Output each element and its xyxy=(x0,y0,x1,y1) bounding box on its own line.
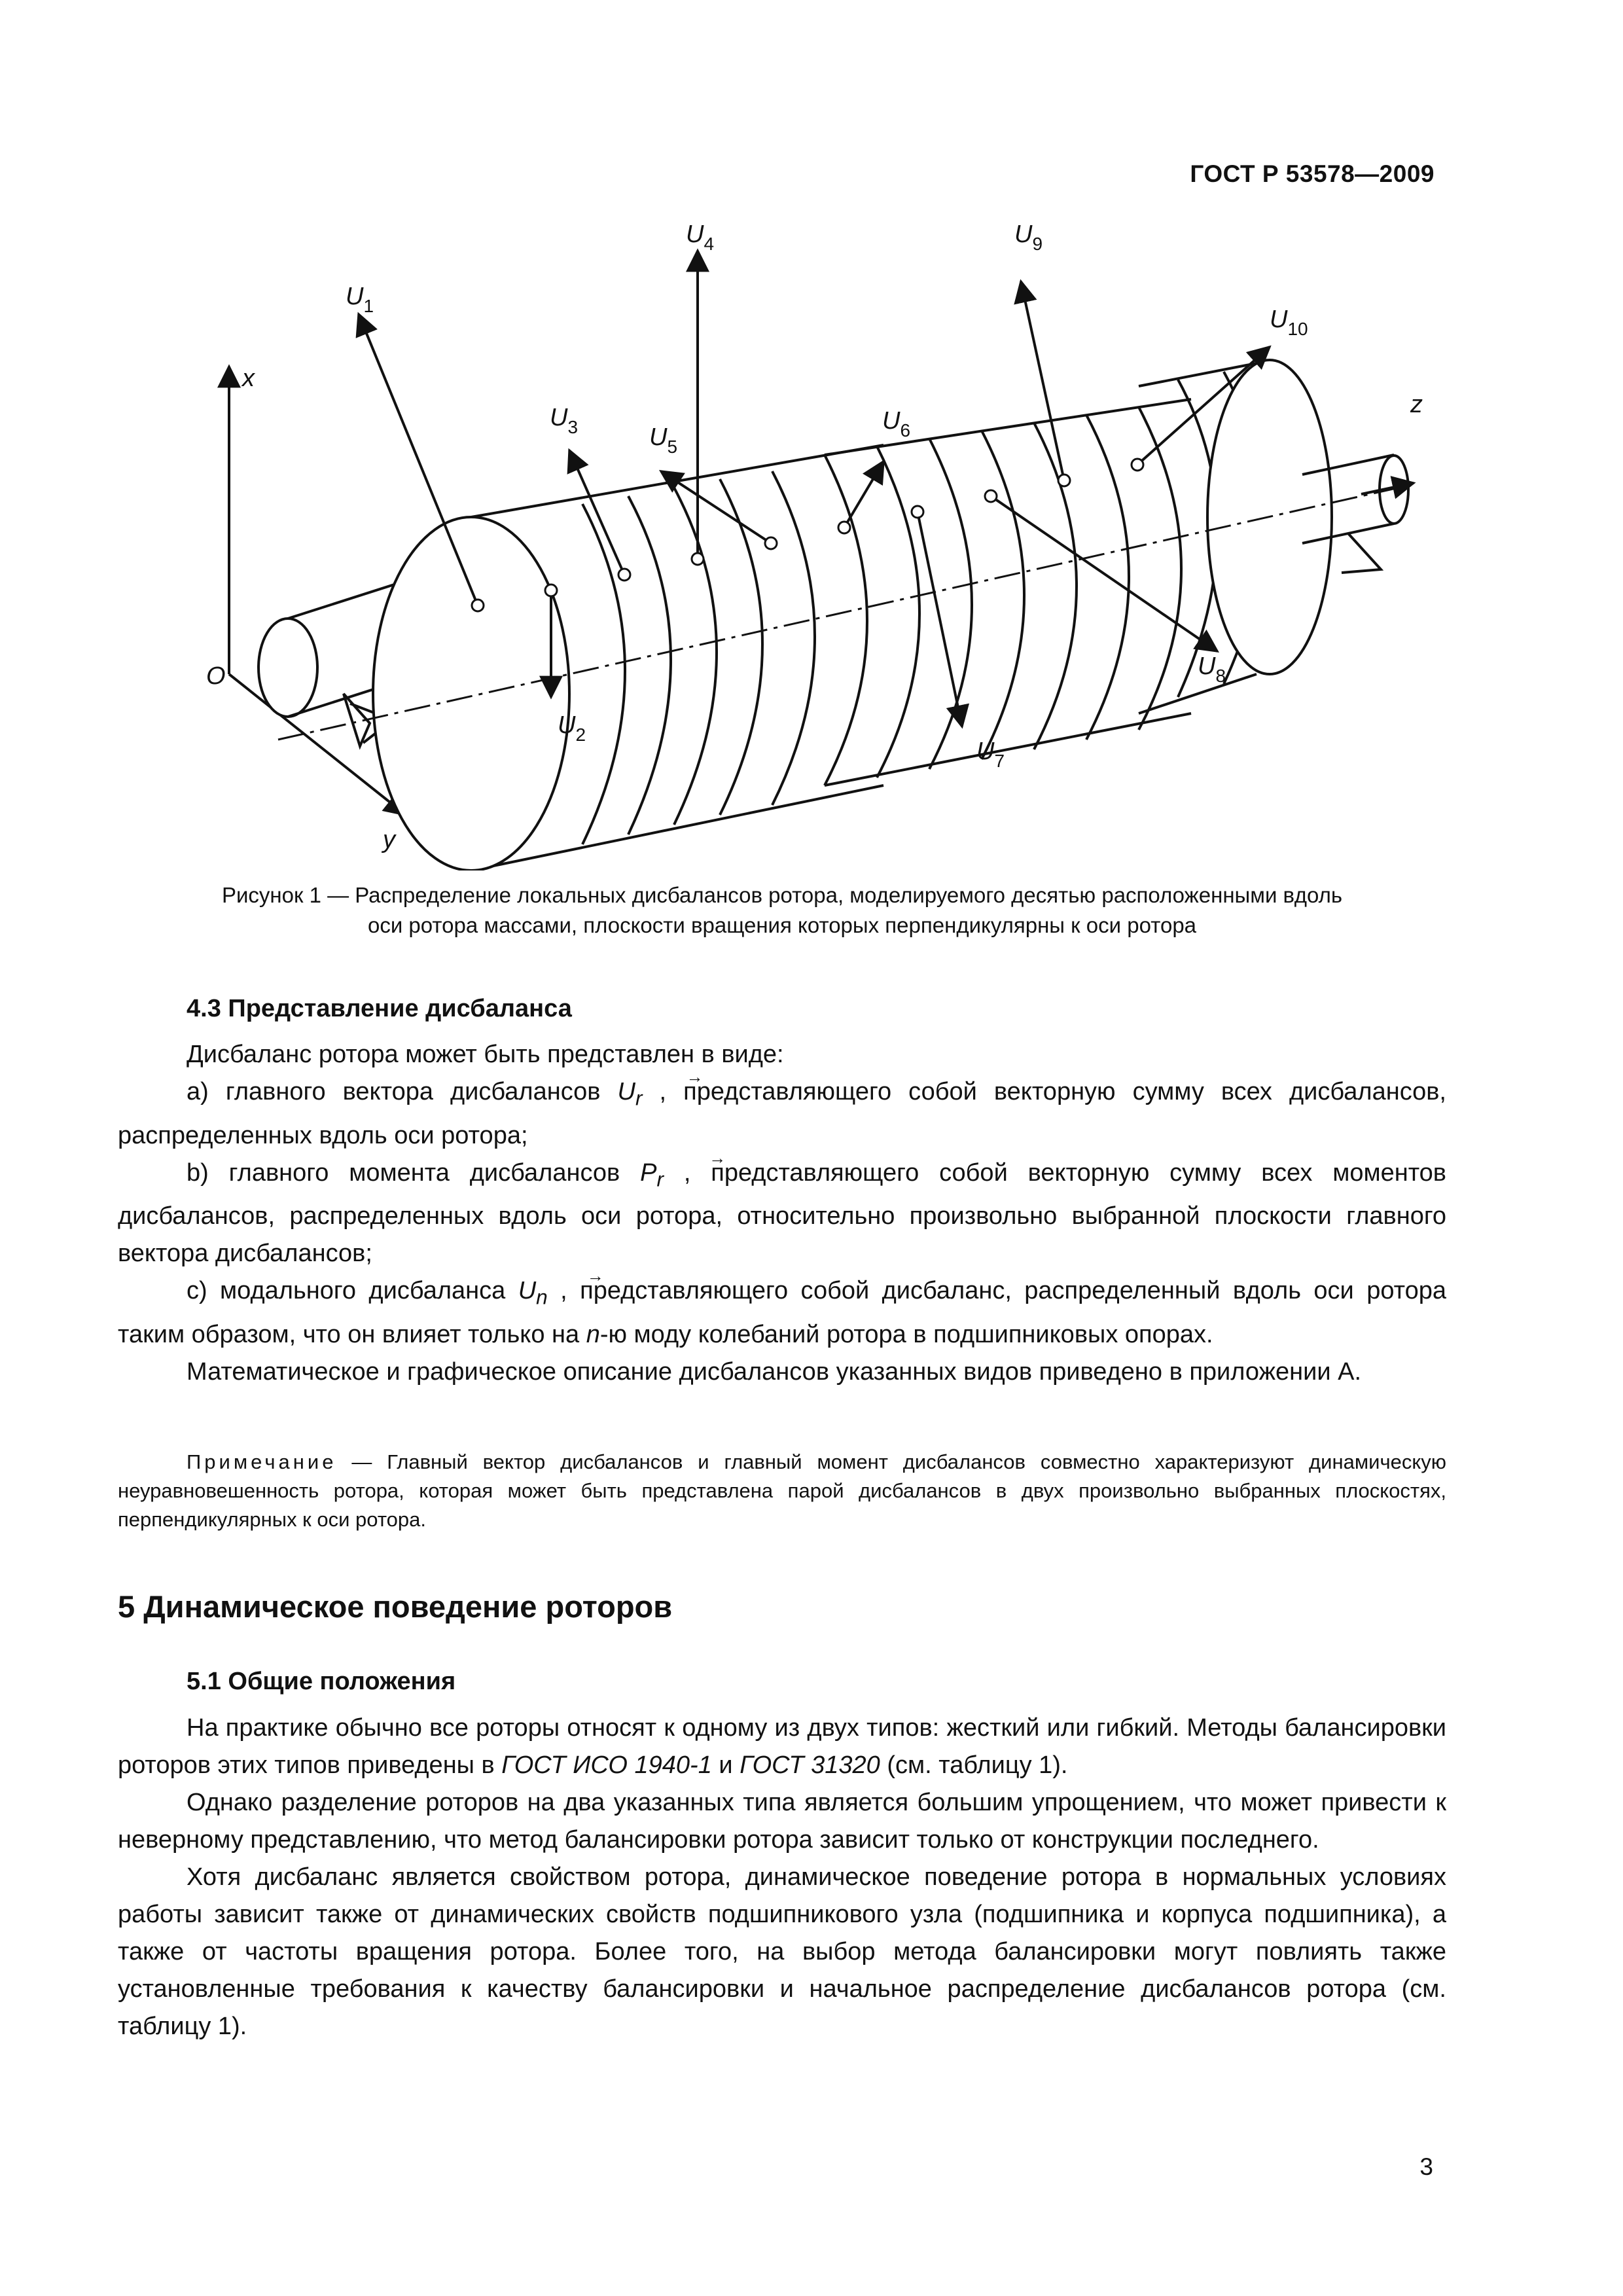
note-block xyxy=(118,1448,1446,1534)
reference-gost-31320: ГОСТ 31320 xyxy=(740,1751,880,1779)
z-axis-label: z xyxy=(1410,391,1423,418)
figure-caption xyxy=(118,880,1446,941)
vector-label-u9: $U_9$ xyxy=(1014,221,1043,254)
item-c xyxy=(118,1272,1446,1354)
section-4-3-intro: Дисбаланс ротора может быть представлен в виде: xyxy=(187,1041,784,1068)
section-5-1-p1 xyxy=(118,1710,1446,1784)
rotor-discs-left xyxy=(373,445,883,870)
section-5-heading: 5 Динамическое поведение роторов xyxy=(118,1589,673,1624)
section-4-3-closing: Математическое и графическое описание дисбалансов указанных видов приведено в приложении А. xyxy=(187,1357,1362,1386)
vector-label-u2: $U_2$ xyxy=(558,711,586,745)
section-4-3-heading: 4.3 Представление дисбаланса xyxy=(187,995,572,1022)
vector-label-u8: $U_8$ xyxy=(1198,653,1226,686)
vector-label-u6: $U_6$ xyxy=(882,407,911,440)
figure-caption-line-1: Рисунок 1 — Распределение локальных дисбалансов ротора, моделируемого десятью расположенными вдоль xyxy=(221,883,1343,907)
x-axis-label: x xyxy=(242,365,255,392)
note-label: Примечание xyxy=(187,1450,337,1473)
item-b-text-end: , представляющего собой векторную сумму всех моментов дисбалансов, распределенных вдоль оси ротора, относительно произвольно выбранной плоскости главного вектора дисбалансов; xyxy=(118,1158,1446,1268)
item-c-subscript: n xyxy=(536,1285,548,1309)
item-a-symbol: U xyxy=(617,1078,635,1105)
item-b-subscript: r xyxy=(656,1167,664,1191)
page-number: 3 xyxy=(1419,2153,1433,2180)
section-4-3-body xyxy=(118,1036,1446,1391)
section-5-1-body xyxy=(118,1710,1446,2045)
item-c-text-end: -ю моду колебаний ротора в подшипниковых опорах. xyxy=(599,1320,1213,1348)
item-b xyxy=(118,1155,1446,1273)
item-c-symbol: U xyxy=(518,1277,537,1305)
left-shaft-end xyxy=(259,619,317,717)
origin-label: O xyxy=(206,662,226,690)
vector-label-u5: $U_5$ xyxy=(649,423,678,457)
section-5-1-heading: 5.1 Общие положения xyxy=(187,1668,456,1695)
rotor-unbalance-figure xyxy=(196,216,1427,870)
item-a-text: a) главного вектора дисбалансов xyxy=(187,1078,618,1105)
vector-label-u4: $U_4$ xyxy=(686,221,715,254)
y-axis-label: y xyxy=(383,826,395,853)
item-b-symbol: P xyxy=(640,1158,657,1187)
vector-pr xyxy=(640,1158,664,1191)
section-5-1-p3: Хотя дисбаланс является свойством ротора, динамическое поведение ротора в нормальных условиях работы зависит также от динамических свойств подшипникового узла (подшипника и корпуса подшипника), а также от частоты вращения ротора. Более того, на выбор метода балансировки могут повлиять также установленные требования к качеству балансировки и начальное распределение дисбалансов ротора (см. таблицу 1). xyxy=(118,1863,1446,2040)
vector-ur xyxy=(617,1078,643,1110)
vector-label-u1: $U_1$ xyxy=(346,283,374,316)
p1-text: На практике обычно все роторы относят к одному из двух типов: жесткий или гибкий. Методы балансировки роторов этих типов приведены в xyxy=(118,1714,1446,1779)
vector-un xyxy=(518,1277,548,1309)
figure-caption-line-2: оси ротора массами, плоскости вращения которых перпендикулярны к оси ротора xyxy=(367,913,1197,937)
vector-label-u3: $U_3$ xyxy=(550,404,579,437)
item-c-text: c) модального дисбаланса xyxy=(187,1277,518,1305)
item-a xyxy=(118,1073,1446,1155)
item-b-text: b) главного момента дисбалансов xyxy=(187,1158,641,1187)
item-a-subscript: r xyxy=(635,1086,643,1110)
rotor-discs-middle xyxy=(825,399,1191,785)
vector-label-u10: $U_{10}$ xyxy=(1270,306,1308,339)
note-text: — Главный вектор дисбалансов и главный момент дисбалансов совместно характеризуют динамическую неуравновешенность ротора, которая может быть представлена парой дисбалансов в двух произвольно выбранных плоскостях, перпендикулярных к оси ротора. xyxy=(118,1450,1446,1531)
vector-label-u7: $U_7$ xyxy=(976,738,1005,771)
p1-text-end: (см. таблицу 1). xyxy=(880,1751,1068,1779)
p1-text-mid: и xyxy=(711,1751,740,1779)
reference-gost-iso-1940-1: ГОСТ ИСО 1940-1 xyxy=(501,1751,712,1779)
section-5-1-p2: Однако разделение роторов на два указанных типа является большим упрощением, что может привести к неверному представлению, что метод балансировки ротора зависит только от конструкции последнего. xyxy=(118,1789,1446,1854)
item-c-n: n xyxy=(586,1320,600,1348)
item-a-text-end: , представляющего собой векторную сумму всех дисбалансов, распределенных вдоль оси ротора; xyxy=(118,1078,1446,1149)
document-code-header: ГОСТ Р 53578—2009 xyxy=(1190,160,1435,187)
item-c-text-mid: , представляющего собой дисбаланс, распределенный вдоль оси ротора таким образом, что он влияет только на xyxy=(118,1277,1446,1348)
